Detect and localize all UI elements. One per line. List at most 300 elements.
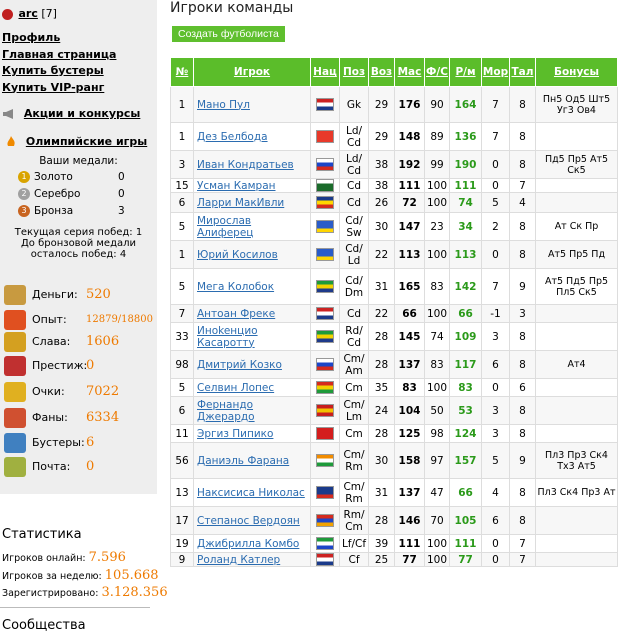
table-row [171,305,618,323]
menu-profile[interactable]: Профиль [2,31,61,44]
player-position: Cd/ Dm [340,269,369,305]
player-morale: 0 [482,379,510,397]
statistics-heading: Статистика [2,527,82,542]
player-fitness: 74 [425,323,450,351]
player-talent: 7 [510,179,536,193]
player-age: 28 [369,351,395,379]
table-row [171,213,618,241]
menu-buy-boosters[interactable]: Купить бустеры [2,64,104,77]
player-link[interactable]: Селвин Лопес [197,381,275,394]
player-link[interactable]: Степанос Вердоян [197,514,300,527]
player-bonuses: Пд5 Пр5 Ат5 Ск5 [536,151,618,179]
player-age: 25 [369,553,395,567]
player-real-mastery: 111 [450,179,482,193]
stat-label: Игроков за неделю: [2,571,102,582]
series-line: До бронзовой медали [20,238,137,249]
communities-heading: Сообщества [2,618,86,633]
stat-label: Почта: [32,460,71,473]
stat-value: 105.668 [104,568,159,583]
flag-icon [316,358,334,371]
table-row [171,535,618,553]
flag-icon [316,553,334,566]
stat-money [4,285,111,305]
player-link[interactable]: Фернандо Джерардо [197,398,255,423]
menu-home[interactable]: Главная страница [2,47,117,61]
player-number: 1 [171,241,194,269]
players-body [171,87,618,567]
player-morale: 5 [482,193,510,213]
player-position: Rm/ Cm [340,507,369,535]
flag-icon [316,220,334,233]
player-position: Cd/ Ld [340,241,369,269]
flag-icon [316,537,334,550]
nation-flag [311,213,340,241]
table-row [171,193,618,213]
flag-icon [316,98,334,111]
nation-flag [311,269,340,305]
player-link[interactable]: Наксисиса Николас [197,486,305,499]
player-number: 6 [171,193,194,213]
player-number: 19 [171,535,194,553]
player-fitness: 99 [425,151,450,179]
player-morale: 0 [482,179,510,193]
player-mastery: 72 [395,193,425,213]
flag-icon [316,307,334,320]
player-real-mastery: 124 [450,425,482,443]
table-row [171,507,618,535]
table-row [171,323,618,351]
player-fitness: 100 [425,193,450,213]
player-morale: 0 [482,553,510,567]
player-talent: 8 [510,151,536,179]
player-talent: 3 [510,305,536,323]
player-bonuses [536,397,618,425]
player-morale: 7 [482,87,510,123]
player-name [194,425,311,443]
stat-value: 7.596 [88,550,126,565]
player-number: 98 [171,351,194,379]
flame-icon [4,136,18,148]
win-series [0,227,157,260]
player-morale: 6 [482,507,510,535]
sidebar [0,0,157,494]
player-link[interactable]: Усман Камран [197,179,276,192]
player-mastery: 145 [395,323,425,351]
player-number: 33 [171,323,194,351]
player-bonuses [536,379,618,397]
stat-label: Деньги: [32,288,78,301]
player-name [194,87,311,123]
player-link[interactable]: Эргиз Пипико [197,427,274,440]
player-position: Ld/ Cd [340,123,369,151]
player-bonuses [536,179,618,193]
player-bonuses: Пл3 Ск4 Пр3 Ат [536,479,618,507]
player-name [194,479,311,507]
table-row [171,479,618,507]
player-bonuses [536,323,618,351]
player-morale: 5 [482,443,510,479]
flag-icon [316,158,334,171]
stat-label: Очки: [32,385,65,398]
player-fitness: 100 [425,305,450,323]
player-link[interactable]: Мано Пул [197,98,250,111]
flag-icon [316,280,334,293]
nation-flag [311,397,340,425]
player-mastery: 111 [395,179,425,193]
player-morale: 0 [482,535,510,553]
player-morale: 2 [482,213,510,241]
player-talent: 8 [510,241,536,269]
player-bonuses [536,535,618,553]
medal-label: Бронза [34,205,74,217]
player-number: 11 [171,425,194,443]
medal-silver [18,188,125,200]
player-position: Cm/ Lm [340,397,369,425]
table-row [171,87,618,123]
player-bonuses: Пн5 Од5 Шт5 Уг3 Ов4 [536,87,618,123]
registered-count [2,585,168,600]
mail-icon[interactable] [4,457,26,477]
table-row [171,443,618,479]
medal-value: 0 [118,171,125,183]
player-mastery: 113 [395,241,425,269]
player-talent: 8 [510,87,536,123]
col-bonuses[interactable]: Бонусы [536,58,618,87]
player-name [194,269,311,305]
stat-label: Игроков онлайн: [2,553,86,564]
flag-icon [316,130,334,143]
flag-icon [316,381,334,394]
page-title: Игроки команды [170,0,294,16]
player-age: 22 [369,305,395,323]
player-position: Cd/ Sw [340,213,369,241]
stat-boosters [4,433,95,453]
player-real-mastery: 117 [450,351,482,379]
player-morale: 7 [482,123,510,151]
player-link[interactable]: Юрий Косилов [197,248,278,261]
player-real-mastery: 66 [450,305,482,323]
player-link[interactable]: Джибрилла Комбо [197,537,300,550]
player-age: 31 [369,479,395,507]
player-age: 38 [369,179,395,193]
players-table [170,57,618,567]
player-age: 39 [369,535,395,553]
player-fitness: 89 [425,123,450,151]
nation-flag [311,87,340,123]
player-number: 1 [171,123,194,151]
money-bag-icon [4,285,26,305]
player-number: 5 [171,269,194,305]
nation-flag [311,179,340,193]
player-mastery: 165 [395,269,425,305]
player-talent: 8 [510,397,536,425]
medals-title: Ваши медали: [39,155,118,167]
player-talent: 8 [510,323,536,351]
player-real-mastery: 157 [450,443,482,479]
medal-value: 0 [118,188,125,200]
podium-icon [4,332,26,352]
player-age: 31 [369,269,395,305]
player-age: 28 [369,507,395,535]
player-mastery: 158 [395,443,425,479]
fans-icon [4,408,26,428]
player-bonuses: Ат Ск Пр [536,213,618,241]
player-mastery: 104 [395,397,425,425]
user-level: [7] [41,7,57,20]
player-bonuses [536,193,618,213]
player-position: Cm [340,379,369,397]
player-name [194,507,311,535]
player-real-mastery: 83 [450,379,482,397]
player-real-mastery: 34 [450,213,482,241]
player-real-mastery: 66 [450,479,482,507]
stat-fame [4,332,120,352]
player-position: Cm [340,425,369,443]
gold-medal-icon: 1 [18,171,30,183]
player-morale: 3 [482,323,510,351]
player-name [194,553,311,567]
player-age: 29 [369,87,395,123]
player-number: 13 [171,479,194,507]
table-row [171,425,618,443]
player-number: 3 [171,151,194,179]
player-name [194,179,311,193]
player-mastery: 137 [395,351,425,379]
table-row [171,397,618,425]
player-real-mastery: 53 [450,397,482,425]
megaphone-icon [2,108,16,120]
col-talent[interactable]: Тал [510,58,536,87]
player-number: 5 [171,213,194,241]
flag-icon [316,330,334,343]
player-position: Cd [340,305,369,323]
stat-value: 520 [86,287,111,302]
player-age: 29 [369,123,395,151]
stat-points [4,382,120,402]
medal-value: 3 [118,205,125,217]
stat-label: Опыт: [32,313,67,326]
player-bonuses [536,305,618,323]
player-name [194,213,311,241]
player-mastery: 146 [395,507,425,535]
player-position: Cd [340,193,369,213]
player-fitness: 97 [425,443,450,479]
medal-label: Серебро [34,188,81,200]
user-block [2,7,57,20]
player-name [194,193,311,213]
player-talent: 6 [510,379,536,397]
player-link[interactable]: Ларри МакИвли [197,196,285,209]
prestige-icon [4,356,26,376]
player-mastery: 66 [395,305,425,323]
stat-label: Слава: [32,335,71,348]
stat-label: Престиж: [32,359,88,372]
player-talent: 8 [510,479,536,507]
player-fitness: 100 [425,535,450,553]
nation-flag [311,379,340,397]
player-link[interactable]: Роланд Катлер [197,553,281,566]
table-header [171,58,618,87]
stat-prestige [4,356,95,376]
player-mastery: 192 [395,151,425,179]
player-fitness: 100 [425,241,450,269]
stat-mail [4,457,95,477]
table-row [171,351,618,379]
player-name [194,305,311,323]
player-position: Rd/ Cd [340,323,369,351]
player-fitness: 23 [425,213,450,241]
player-bonuses: Пл3 Пр3 Ск4 Тх3 Ат5 [536,443,618,479]
player-fitness: 100 [425,179,450,193]
player-age: 30 [369,443,395,479]
player-age: 38 [369,151,395,179]
player-position: Lf/Cf [340,535,369,553]
player-morale: -1 [482,305,510,323]
col-player[interactable]: Игрок [194,58,311,87]
player-real-mastery: 136 [450,123,482,151]
nation-flag [311,151,340,179]
player-mastery: 125 [395,425,425,443]
col-fitness[interactable]: Ф/С [425,58,450,87]
nation-flag [311,241,340,269]
player-link[interactable]: Даниэль Фарана [197,454,290,467]
player-position: Cd [340,179,369,193]
stat-value: 6334 [86,410,120,425]
nation-flag [311,553,340,567]
player-bonuses: Ат5 Пд5 Пр5 Пл5 Ск5 [536,269,618,305]
player-link[interactable]: Иноkeнцио Касаротту [197,324,258,349]
col-age[interactable]: Воз [369,58,395,87]
nation-flag [311,323,340,351]
olympics-block [4,135,147,148]
player-fitness: 98 [425,425,450,443]
player-talent: 8 [510,213,536,241]
player-real-mastery: 142 [450,269,482,305]
player-fitness: 70 [425,507,450,535]
club-logo-icon [2,9,13,20]
series-line: Текущая серия побед: 1 [14,227,143,238]
player-number: 1 [171,87,194,123]
table-row [171,553,618,567]
stat-experience [4,310,153,330]
nation-flag [311,479,340,507]
silver-medal-icon: 2 [18,188,30,200]
table-row [171,241,618,269]
col-number[interactable]: № [171,58,194,87]
col-nation[interactable]: Нац [311,58,340,87]
player-fitness: 83 [425,351,450,379]
player-link[interactable]: Дез Белбода [197,130,268,143]
player-mastery: 137 [395,479,425,507]
col-morale[interactable]: Мор [482,58,510,87]
player-age: 30 [369,213,395,241]
stat-label: Фаны: [32,411,68,424]
player-age: 24 [369,397,395,425]
player-name [194,241,311,269]
player-real-mastery: 109 [450,323,482,351]
player-morale: 6 [482,351,510,379]
experience-icon [4,310,26,330]
player-bonuses [536,425,618,443]
player-talent: 9 [510,269,536,305]
player-number: 5 [171,379,194,397]
player-link[interactable]: Мирослав Алиферец [197,214,254,239]
player-talent: 4 [510,193,536,213]
player-morale: 0 [482,241,510,269]
medal-label: Золото [34,171,73,183]
stat-label: Зарегистрировано: [2,588,99,599]
player-talent: 8 [510,507,536,535]
col-position[interactable]: Поз [340,58,369,87]
menu-buy-vip[interactable]: Купить VIP-ранг [2,80,105,94]
player-fitness: 90 [425,87,450,123]
player-fitness: 47 [425,479,450,507]
player-number: 9 [171,553,194,567]
trophy-icon [4,382,26,402]
player-mastery: 111 [395,535,425,553]
create-player-button[interactable]: Создать футболиста [172,26,285,42]
player-talent: 7 [510,553,536,567]
player-name [194,443,311,479]
olympics-link[interactable]: Олимпийские игры [25,135,148,148]
player-link[interactable]: Антоан Фреке [197,307,276,320]
nation-flag [311,535,340,553]
player-bonuses: Ат4 [536,351,618,379]
player-bonuses [536,123,618,151]
player-real-mastery: 105 [450,507,482,535]
flag-icon [316,514,334,527]
player-name [194,351,311,379]
nation-flag [311,425,340,443]
promo-block [2,107,140,120]
player-position: Cf [340,553,369,567]
stat-value: 3.128.356 [101,585,168,600]
player-fitness: 100 [425,379,450,397]
table-row [171,269,618,305]
medal-bronze [18,205,125,217]
nation-flag [311,507,340,535]
player-mastery: 148 [395,123,425,151]
stat-fans [4,408,120,428]
player-age: 22 [369,241,395,269]
player-morale: 3 [482,425,510,443]
player-morale: 3 [482,397,510,425]
week-count [2,568,159,583]
player-name [194,397,311,425]
table-row [171,379,618,397]
player-morale: 0 [482,151,510,179]
flag-icon [316,179,334,192]
player-mastery: 77 [395,553,425,567]
player-age: 26 [369,193,395,213]
player-mastery: 176 [395,87,425,123]
player-link[interactable]: Иван Кондратьев [197,158,294,171]
username-link[interactable]: arc [18,7,38,20]
player-talent: 7 [510,535,536,553]
medal-gold [18,171,125,183]
promo-link[interactable]: Акции и конкурсы [23,107,141,120]
player-position: Cm/ Rm [340,479,369,507]
player-link[interactable]: Дмитрий Козко [197,358,282,371]
player-link[interactable]: Мега Колобок [197,280,275,293]
player-real-mastery: 164 [450,87,482,123]
col-mastery[interactable]: Мас [395,58,425,87]
player-number: 6 [171,397,194,425]
col-real-mastery[interactable]: Р/м [450,58,482,87]
player-age: 28 [369,323,395,351]
player-bonuses [536,553,618,567]
table-row [171,123,618,151]
